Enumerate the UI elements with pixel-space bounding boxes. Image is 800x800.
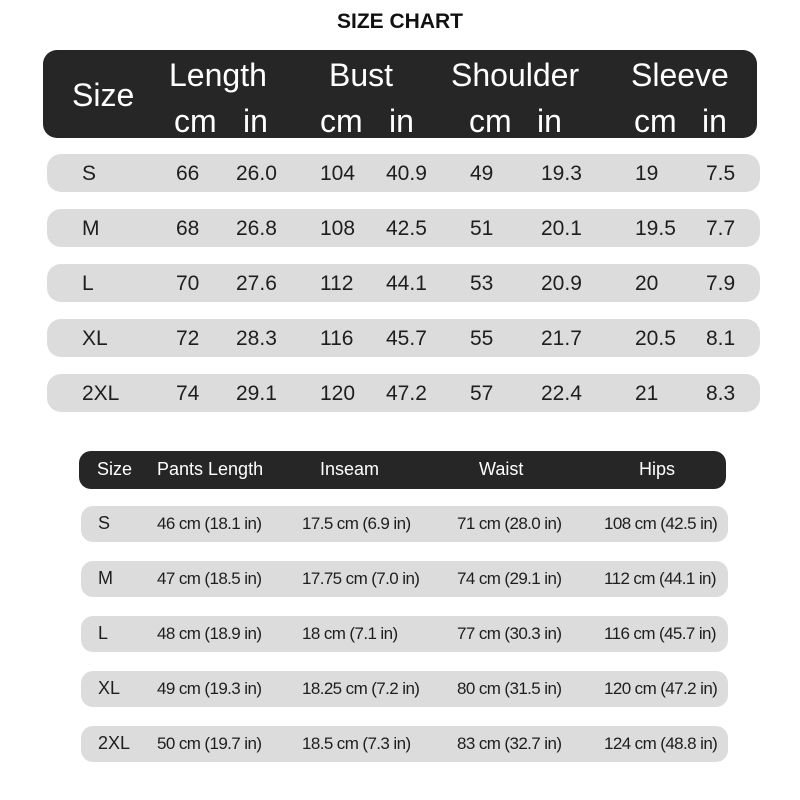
size-cell: 2XL xyxy=(82,382,120,405)
bust-in-cell: 44.1 xyxy=(386,272,427,295)
sleeve-cm-cell: 20 xyxy=(635,272,659,295)
size-cell: S xyxy=(82,162,97,185)
inseam-cell: 17.75 cm (7.0 in) xyxy=(302,569,420,588)
length-in-cell: 28.3 xyxy=(236,327,277,350)
table-row xyxy=(81,616,728,652)
waist-cell: 77 cm (30.3 in) xyxy=(457,624,562,643)
shoulder-cm-cell: 57 xyxy=(470,382,494,405)
size-cell: M xyxy=(82,217,100,240)
table-row xyxy=(47,154,760,192)
sleeve-in-cell: 7.9 xyxy=(706,272,736,295)
hips-cell: 124 cm (48.8 in) xyxy=(604,734,718,753)
header-shoulder: Shoulder xyxy=(451,57,580,93)
waist-cell: 83 cm (32.7 in) xyxy=(457,734,562,753)
shoulder-cm-cell: 55 xyxy=(470,327,494,350)
size-cell: 2XL xyxy=(98,733,131,753)
length-in-cell: 26.8 xyxy=(236,217,277,240)
bust-cm-cell: 104 xyxy=(320,162,356,185)
header-length-cm: cm xyxy=(174,103,217,139)
length-in-cell: 26.0 xyxy=(236,162,277,185)
header-pants-length: Pants Length xyxy=(157,459,264,479)
sleeve-cm-cell: 21 xyxy=(635,382,659,405)
pants-length-cell: 46 cm (18.1 in) xyxy=(157,514,262,533)
shoulder-cm-cell: 49 xyxy=(470,162,494,185)
bust-cm-cell: 116 xyxy=(320,327,354,350)
sleeve-cm-cell: 19 xyxy=(635,162,659,185)
shoulder-cm-cell: 53 xyxy=(470,272,494,295)
bust-in-cell: 47.2 xyxy=(386,382,427,405)
size-cell: M xyxy=(98,568,113,588)
sleeve-in-cell: 7.5 xyxy=(706,162,736,185)
pants-length-cell: 49 cm (19.3 in) xyxy=(157,679,262,698)
sleeve-in-cell: 7.7 xyxy=(706,217,736,240)
hips-cell: 108 cm (42.5 in) xyxy=(604,514,718,533)
waist-cell: 71 cm (28.0 in) xyxy=(457,514,562,533)
table-row xyxy=(81,726,728,762)
page-title: SIZE CHART xyxy=(337,10,463,33)
header-inseam: Inseam xyxy=(320,459,380,479)
table-row xyxy=(47,209,760,247)
header-sleeve: Sleeve xyxy=(631,57,729,93)
size-cell: XL xyxy=(82,327,108,350)
header-hips: Hips xyxy=(639,459,676,479)
inseam-cell: 18 cm (7.1 in) xyxy=(302,624,398,643)
header-shoulder-in: in xyxy=(537,103,562,139)
header-length-in: in xyxy=(243,103,268,139)
bust-in-cell: 42.5 xyxy=(386,217,427,240)
hips-cell: 120 cm (47.2 in) xyxy=(604,679,718,698)
pants-length-cell: 47 cm (18.5 in) xyxy=(157,569,262,588)
length-cm-cell: 74 xyxy=(176,382,200,405)
size-cell: XL xyxy=(98,678,121,698)
table-row xyxy=(81,561,728,597)
pants-length-cell: 50 cm (19.7 in) xyxy=(157,734,262,753)
header-length: Length xyxy=(169,57,267,93)
header-sleeve-cm: cm xyxy=(634,103,677,139)
length-cm-cell: 70 xyxy=(176,272,200,295)
shoulder-in-cell: 22.4 xyxy=(541,382,582,405)
table-row xyxy=(81,671,728,707)
table-row xyxy=(47,374,760,412)
header-bust: Bust xyxy=(329,57,394,93)
inseam-cell: 17.5 cm (6.9 in) xyxy=(302,514,411,533)
top-table-header xyxy=(43,50,757,138)
length-in-cell: 29.1 xyxy=(236,382,277,405)
header-size: Size xyxy=(72,77,135,113)
size-cell: L xyxy=(98,623,109,643)
inseam-cell: 18.25 cm (7.2 in) xyxy=(302,679,420,698)
size-cell: S xyxy=(98,513,111,533)
inseam-cell: 18.5 cm (7.3 in) xyxy=(302,734,411,753)
bust-in-cell: 40.9 xyxy=(386,162,427,185)
pants-length-cell: 48 cm (18.9 in) xyxy=(157,624,262,643)
length-cm-cell: 66 xyxy=(176,162,200,185)
shoulder-in-cell: 21.7 xyxy=(541,327,582,350)
table-row xyxy=(47,319,760,357)
hips-cell: 116 cm (45.7 in) xyxy=(604,624,716,643)
header-bust-cm: cm xyxy=(320,103,363,139)
table-row xyxy=(47,264,760,302)
header-bust-in: in xyxy=(389,103,414,139)
bust-in-cell: 45.7 xyxy=(386,327,427,350)
bust-cm-cell: 108 xyxy=(320,217,356,240)
header-size: Size xyxy=(97,459,133,479)
bottom-table-header xyxy=(79,451,726,489)
sleeve-cm-cell: 19.5 xyxy=(635,217,676,240)
table-row xyxy=(81,506,728,542)
waist-cell: 74 cm (29.1 in) xyxy=(457,569,562,588)
length-in-cell: 27.6 xyxy=(236,272,277,295)
length-cm-cell: 68 xyxy=(176,217,200,240)
hips-cell: 112 cm (44.1 in) xyxy=(604,569,716,588)
length-cm-cell: 72 xyxy=(176,327,200,350)
shoulder-in-cell: 20.9 xyxy=(541,272,582,295)
bust-cm-cell: 112 xyxy=(320,272,354,295)
bust-cm-cell: 120 xyxy=(320,382,356,405)
size-cell: L xyxy=(82,272,94,295)
sleeve-in-cell: 8.1 xyxy=(706,327,736,350)
sleeve-in-cell: 8.3 xyxy=(706,382,736,405)
shoulder-in-cell: 20.1 xyxy=(541,217,582,240)
shoulder-in-cell: 19.3 xyxy=(541,162,582,185)
sleeve-cm-cell: 20.5 xyxy=(635,327,676,350)
waist-cell: 80 cm (31.5 in) xyxy=(457,679,562,698)
shoulder-cm-cell: 51 xyxy=(470,217,494,240)
header-waist: Waist xyxy=(479,459,524,479)
header-sleeve-in: in xyxy=(702,103,727,139)
header-shoulder-cm: cm xyxy=(469,103,512,139)
